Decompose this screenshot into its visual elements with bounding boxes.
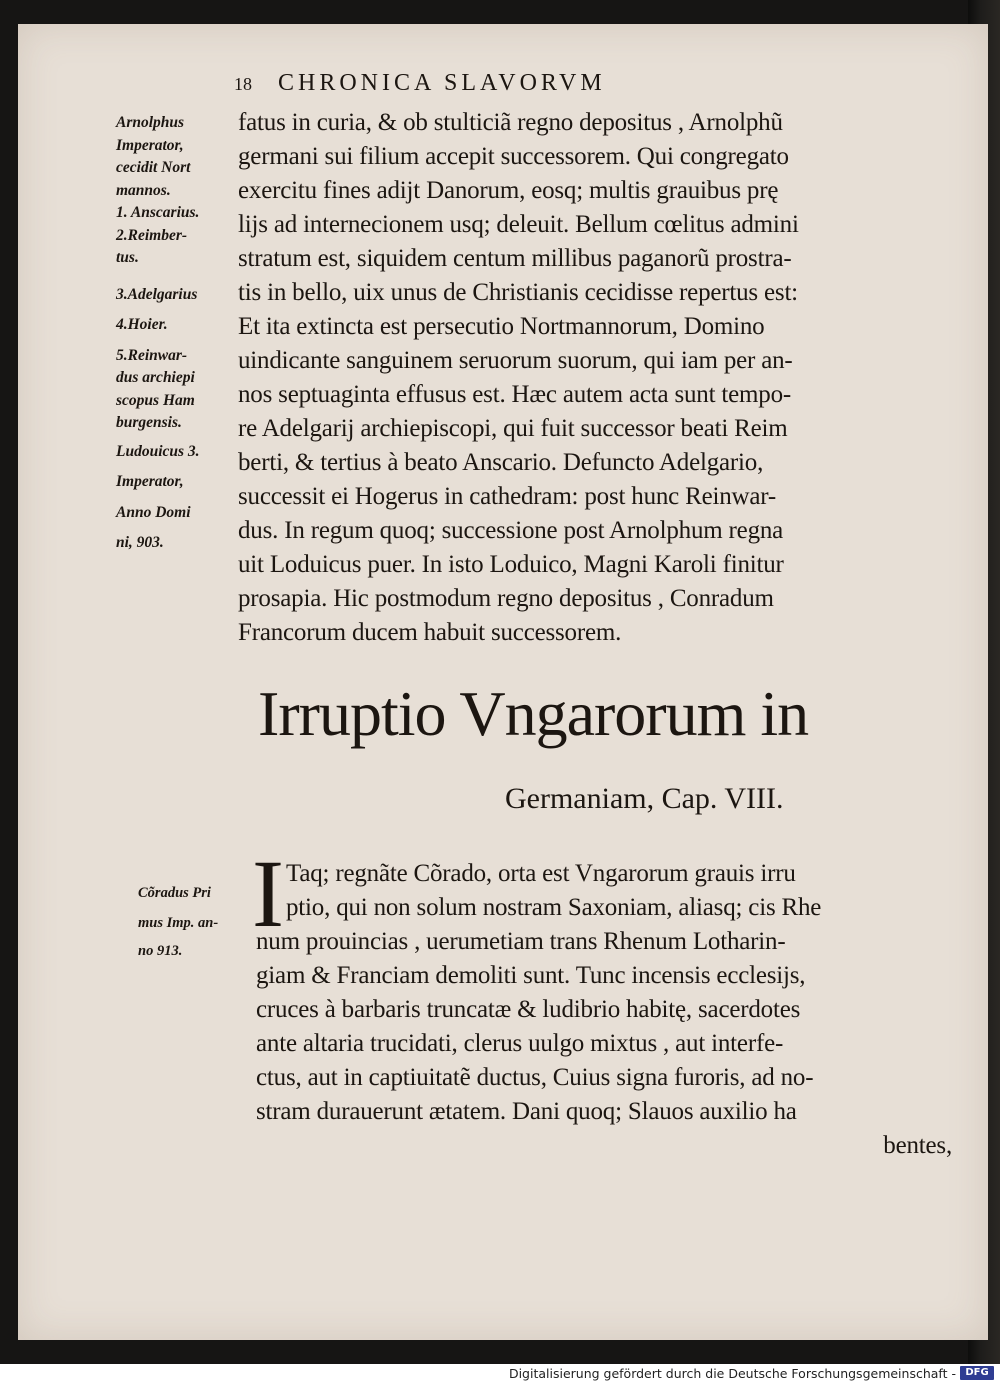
margin-note: 3.Adelgarius (116, 285, 198, 303)
margin-note: 1. Anscarius. (116, 204, 200, 221)
footer-credit: Digitalisierung gefördert durch die Deutsche Forschungsgemeinschaft - (508, 1366, 956, 1381)
text-line: bentes, (883, 1132, 952, 1159)
running-title: CHRONICA SLAVORVM (278, 70, 606, 96)
margin-note: no 913. (138, 943, 183, 959)
margin-note: Imperator, (116, 136, 184, 154)
text-line: dus. In regum quoq; successione post Arnolphum regna (238, 517, 784, 544)
text-line: giam & Franciam demoliti sunt. Tunc incensis ecclesijs, (256, 962, 806, 989)
text-line: uit Loduicus puer. In isto Loduico, Magni Karoli finitur (238, 551, 784, 578)
text-line: prosapia. Hic postmodum regno depositus , Conradum (238, 585, 774, 612)
text-line: exercitu fines adijt Danorum, eosq; multis grauibus prę (238, 177, 779, 204)
chapter-heading: Irruptio Vngarorum in (258, 678, 809, 749)
margin-notes-2 (138, 877, 258, 965)
margin-note: dus archiepi (116, 369, 195, 386)
text-line: lijs ad internecionem usq; deleuit. Bellum cœlitus admini (238, 211, 799, 238)
margin-note: Ludouicus 3. (116, 442, 200, 460)
text-line: num prouincias , uerumetiam trans Rhenum Lotharin- (256, 928, 786, 955)
margin-note: cecidit Nort (116, 159, 191, 176)
chapter-subheading: Germaniam, Cap. VIII. (505, 782, 784, 815)
margin-note: burgensis. (116, 414, 182, 431)
text-line: nos septuaginta effusus est. Hæc autem acta sunt tempo- (238, 381, 791, 408)
text-line: germani sui filium accepit successorem. Qui congregato (238, 143, 789, 170)
text-line: fatus in curia, & ob stulticiã regno depositus , Arnolphũ (238, 109, 783, 136)
footer-bar (0, 1364, 1000, 1384)
text-line: stratum est, siquidem centum millibus paganorũ prostra- (238, 245, 792, 272)
dfg-logo[interactable]: DFG (960, 1366, 994, 1380)
text-line: uindicante sanguinem seruorum suorum, qui iam per an- (238, 347, 793, 374)
text-line: Francorum ducem habuit successorem. (238, 619, 622, 646)
margin-note: Anno Domi (116, 503, 191, 521)
margin-note: 2.Reimber- (116, 226, 188, 244)
page-number: 18 (234, 74, 252, 94)
margin-note: mannos. (116, 181, 171, 199)
margin-note: Arnolphus (116, 114, 185, 131)
drop-capital: I (252, 840, 284, 947)
text-line: Et ita extincta est persecutio Nortmannorum, Domino (238, 313, 765, 340)
margin-note: scopus Ham (116, 391, 195, 409)
margin-note: Cõradus Pri (138, 885, 211, 901)
text-line: re Adelgarij archiepiscopi, qui fuit successor beati Reim (238, 415, 788, 442)
text-line: ctus, aut in captiuitatẽ ductus, Cuius signa furoris, ad no- (256, 1064, 814, 1091)
body-text-1 (238, 106, 950, 650)
text-line: berti, & tertius à beato Anscario. Defuncto Adelgario, (238, 449, 764, 476)
text-line: ante altaria trucidati, clerus uulgo mixtus , aut interfe- (256, 1030, 784, 1057)
text-line: ptio, qui non solum nostram Saxoniam, aliasq; cis Rhe (286, 894, 822, 921)
margin-note: tus. (116, 249, 139, 266)
running-head (234, 70, 606, 97)
margin-note: Imperator, (116, 473, 184, 490)
margin-note: mus Imp. an- (138, 915, 219, 931)
body-text-2 (256, 857, 956, 1163)
text-line: tis in bello, uix unus de Christianis cecidisse repertus est: (238, 279, 798, 306)
text-line: successit ei Hogerus in cathedram: post hunc Reinwar- (238, 483, 777, 510)
text-line: Taq; regnãte Cõrado, orta est Vngarorum grauis irru (286, 860, 796, 887)
margin-note: ni, 903. (116, 534, 164, 551)
margin-notes-1 (116, 112, 241, 555)
text-line: stram durauerunt ætatem. Dani quoq; Slauos auxilio ha (256, 1098, 797, 1125)
margin-note: 5.Reinwar- (116, 346, 188, 364)
text-line: cruces à barbaris truncatæ & ludibrio habitę, sacerdotes (256, 996, 801, 1023)
margin-note: 4.Hoier. (116, 316, 168, 333)
